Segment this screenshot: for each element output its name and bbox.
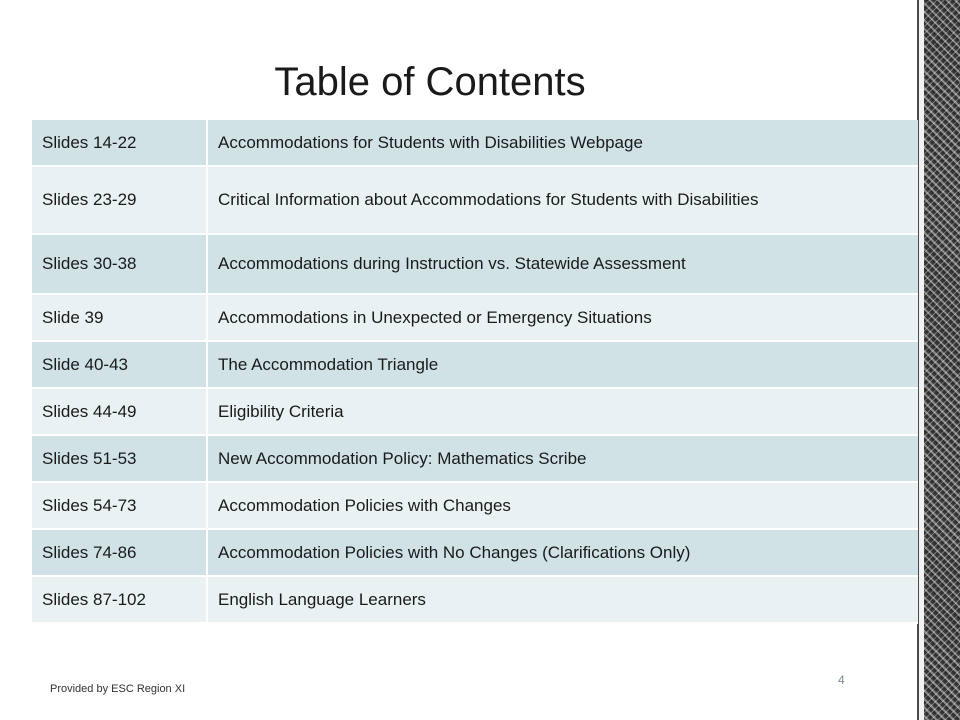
table-row [32, 295, 918, 342]
table-row [32, 530, 918, 577]
topic-cell: New Accommodation Policy: Mathematics Scribe [208, 436, 918, 483]
slide-range-cell: Slides 14-22 [32, 120, 208, 167]
footer-source-text: Provided by ESC Region XI [50, 683, 186, 695]
slide-range-cell: Slides 54-73 [32, 483, 208, 530]
table-row [32, 342, 918, 389]
decorative-side-border [924, 0, 960, 720]
topic-cell: Accommodations during Instruction vs. Statewide Assessment [208, 235, 918, 295]
slide-range-cell: Slides 51-53 [32, 436, 208, 483]
topic-cell: Critical Information about Accommodations for Students with Disabilities [208, 167, 918, 235]
slide-range-cell: Slide 39 [32, 295, 208, 342]
topic-cell: Accommodations in Unexpected or Emergency Situations [208, 295, 918, 342]
slide-range-cell: Slides 44-49 [32, 389, 208, 436]
topic-cell: Accommodations for Students with Disabilities Webpage [208, 120, 918, 167]
table-row [32, 120, 918, 167]
slide-range-cell: Slide 40-43 [32, 342, 208, 389]
slide-range-cell: Slides 87-102 [32, 577, 208, 624]
table-row [32, 235, 918, 295]
table-of-contents [32, 120, 918, 624]
slide-title: Table of Contents [274, 60, 586, 104]
slide-range-cell: Slides 30-38 [32, 235, 208, 295]
table-row [32, 577, 918, 624]
topic-cell: English Language Learners [208, 577, 918, 624]
topic-cell: Accommodation Policies with Changes [208, 483, 918, 530]
slide-range-cell: Slides 74-86 [32, 530, 208, 577]
page-number: 4 [838, 673, 845, 687]
table-row [32, 167, 918, 235]
table-row [32, 483, 918, 530]
topic-cell: Accommodation Policies with No Changes (Clarifications Only) [208, 530, 918, 577]
topic-cell: Eligibility Criteria [208, 389, 918, 436]
table-row [32, 436, 918, 483]
topic-cell: The Accommodation Triangle [208, 342, 918, 389]
table-row [32, 389, 918, 436]
slide-range-cell: Slides 23-29 [32, 167, 208, 235]
